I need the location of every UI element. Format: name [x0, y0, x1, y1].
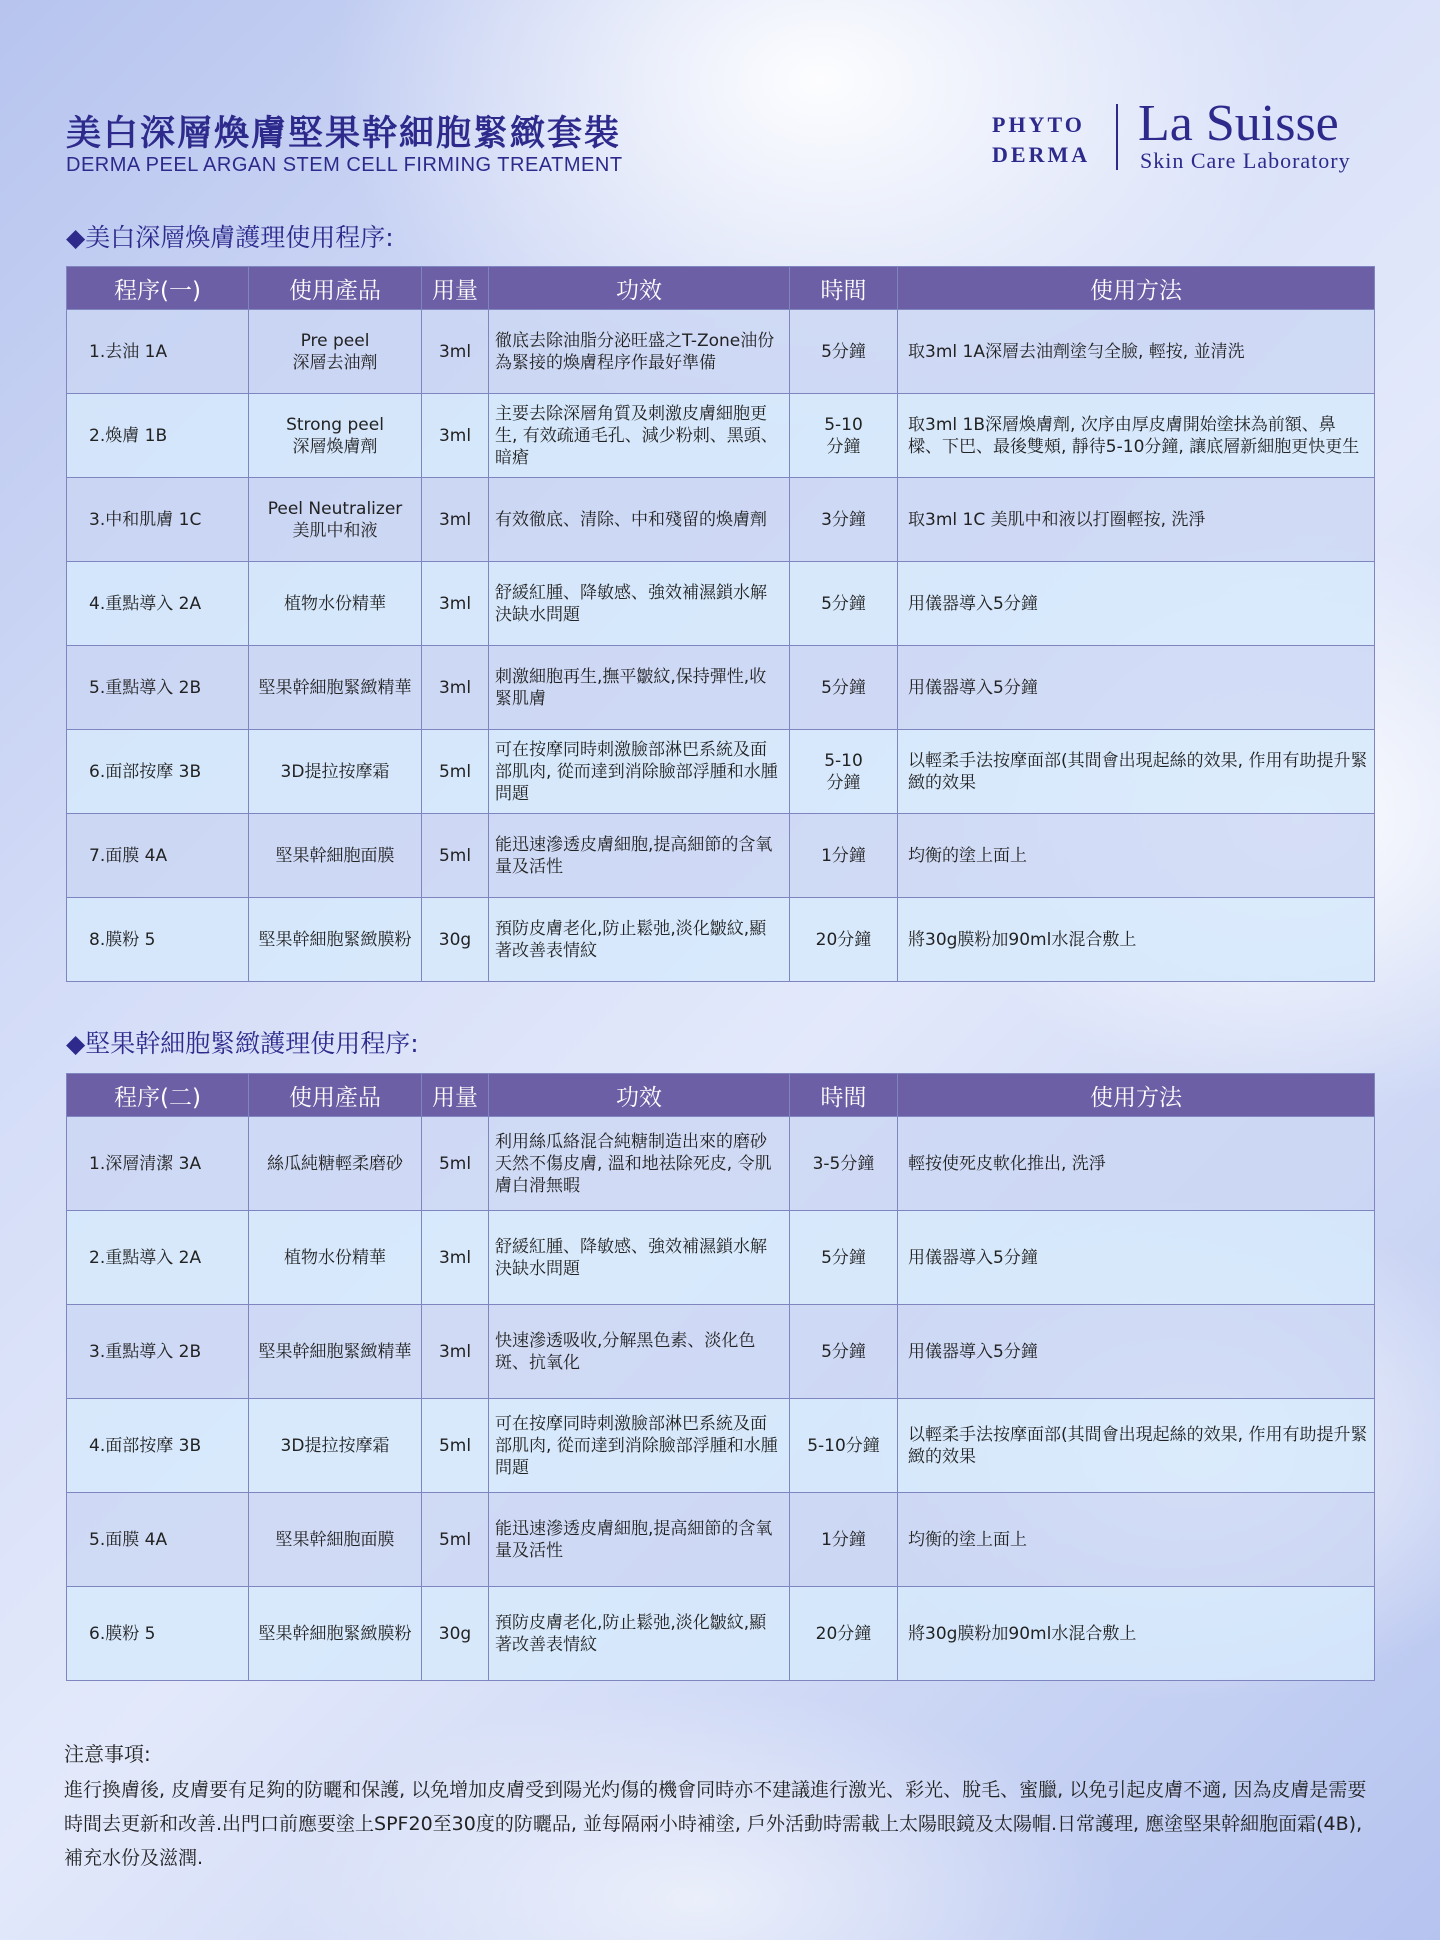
- cell-amount: 5ml: [422, 1399, 489, 1493]
- cell-time: [790, 730, 898, 814]
- cell-effect: 可在按摩同時刺激臉部淋巴系統及面部肌肉, 從而達到消除臉部浮腫和水腫問題: [489, 1399, 790, 1493]
- cell-product: [249, 898, 422, 982]
- cell-time-line: 分鐘: [826, 436, 861, 457]
- table-row: [67, 1399, 1375, 1493]
- cell-step: 1.去油 1A: [67, 310, 249, 394]
- cell-amount: 3ml: [422, 1305, 489, 1399]
- cell-product: [249, 394, 422, 478]
- cell-time-line: 5分鐘: [821, 341, 866, 362]
- cell-amount: 5ml: [422, 1493, 489, 1587]
- table-header-row: [67, 1074, 1375, 1117]
- cell-time: [790, 1493, 898, 1587]
- cell-product-line: 堅果幹細胞緊緻膜粉: [258, 1623, 412, 1644]
- cell-time-line: 5分鐘: [821, 1247, 866, 1268]
- cell-time-line: 3分鐘: [821, 509, 866, 530]
- cell-amount: 3ml: [422, 310, 489, 394]
- logo-brand-name: La Suisse: [1138, 95, 1339, 152]
- table-row: [67, 394, 1375, 478]
- cell-amount: 3ml: [422, 1211, 489, 1305]
- cell-effect: 有效徹底、清除、中和殘留的煥膚劑: [489, 478, 790, 562]
- col-header-amount: 用量: [422, 1074, 489, 1117]
- procedure-table-2: [66, 1073, 1375, 1681]
- cell-product-line: 堅果幹細胞面膜: [275, 845, 395, 866]
- table-row: [67, 1305, 1375, 1399]
- cell-time-line: 5分鐘: [821, 677, 866, 698]
- cell-product: [249, 1117, 422, 1211]
- cell-step: 2.煥膚 1B: [67, 394, 249, 478]
- cell-method: 輕按使死皮軟化推出, 洗淨: [898, 1117, 1375, 1211]
- cell-effect: 能迅速滲透皮膚細胞,提高細節的含氧量及活性: [489, 814, 790, 898]
- cell-product-line: 絲瓜純糖輕柔磨砂: [267, 1153, 403, 1174]
- col-header-step: 程序(一): [67, 267, 249, 310]
- cell-effect: 能迅速滲透皮膚細胞,提高細節的含氧量及活性: [489, 1493, 790, 1587]
- cell-time: [790, 394, 898, 478]
- col-header-amount: 用量: [422, 267, 489, 310]
- cell-method: 以輕柔手法按摩面部(其間會出現起絲的效果, 作用有助提升緊緻的效果: [898, 730, 1375, 814]
- cell-method: 用儀器導入5分鐘: [898, 646, 1375, 730]
- cell-step: 7.面膜 4A: [67, 814, 249, 898]
- cell-amount: 5ml: [422, 814, 489, 898]
- col-header-product: 使用產品: [249, 267, 422, 310]
- cell-time-line: 1分鐘: [821, 845, 866, 866]
- col-header-time: 時間: [790, 267, 898, 310]
- cell-step: 4.重點導入 2A: [67, 562, 249, 646]
- cell-product: [249, 1587, 422, 1681]
- col-header-effect: 功效: [489, 267, 790, 310]
- procedure-table-1: [66, 266, 1375, 982]
- section1-heading: ◆美白深層煥膚護理使用程序:: [66, 223, 394, 252]
- cell-effect: 預防皮膚老化,防止鬆弛,淡化皺紋,顯著改善表情紋: [489, 1587, 790, 1681]
- table-row: [67, 814, 1375, 898]
- col-header-method: 使用方法: [898, 267, 1375, 310]
- notes-section: [64, 1738, 1384, 1875]
- cell-time-line: 5分鐘: [821, 1341, 866, 1362]
- section2-heading: ◆堅果幹細胞緊緻護理使用程序:: [66, 1029, 419, 1058]
- cell-time: [790, 898, 898, 982]
- col-header-time: 時間: [790, 1074, 898, 1117]
- cell-effect: 刺激細胞再生,撫平皺紋,保持彈性,收緊肌膚: [489, 646, 790, 730]
- cell-product: [249, 310, 422, 394]
- cell-product: [249, 646, 422, 730]
- cell-effect: 舒緩紅腫、降敏感、強效補濕鎖水解決缺水問題: [489, 1211, 790, 1305]
- cell-product-line: 深層煥膚劑: [292, 436, 378, 457]
- cell-step: 5.面膜 4A: [67, 1493, 249, 1587]
- cell-amount: 3ml: [422, 562, 489, 646]
- notes-title: 注意事項:: [64, 1742, 151, 1766]
- cell-time: [790, 1399, 898, 1493]
- cell-product-line: Pre peel: [300, 330, 370, 351]
- cell-time-line: 1分鐘: [821, 1529, 866, 1550]
- cell-method: 以輕柔手法按摩面部(其間會出現起絲的效果, 作用有助提升緊緻的效果: [898, 1399, 1375, 1493]
- cell-step: 6.膜粉 5: [67, 1587, 249, 1681]
- cell-product-line: 堅果幹細胞緊緻精華: [258, 677, 412, 698]
- col-header-effect: 功效: [489, 1074, 790, 1117]
- logo-subtitle: Skin Care Laboratory: [1140, 148, 1351, 173]
- table-row: [67, 478, 1375, 562]
- cell-effect: 可在按摩同時刺激臉部淋巴系統及面部肌肉, 從而達到消除臉部浮腫和水腫問題: [489, 730, 790, 814]
- col-header-product: 使用產品: [249, 1074, 422, 1117]
- page-title-cn: 美白深層煥膚堅果幹細胞緊緻套裝: [66, 114, 622, 154]
- cell-product: [249, 814, 422, 898]
- cell-product: [249, 478, 422, 562]
- cell-amount: 30g: [422, 1587, 489, 1681]
- cell-time: [790, 1305, 898, 1399]
- cell-time-line: 5-10分鐘: [807, 1435, 880, 1456]
- col-header-step: 程序(二): [67, 1074, 249, 1117]
- cell-method: 取3ml 1A深層去油劑塗勻全臉, 輕按, 並清洗: [898, 310, 1375, 394]
- cell-effect: 預防皮膚老化,防止鬆弛,淡化皺紋,顯著改善表情紋: [489, 898, 790, 982]
- table-row: [67, 310, 1375, 394]
- cell-amount: 3ml: [422, 478, 489, 562]
- cell-product-line: 3D提拉按摩霜: [280, 761, 390, 782]
- cell-product: [249, 730, 422, 814]
- cell-step: 8.膜粉 5: [67, 898, 249, 982]
- cell-effect: 主要去除深層角質及刺激皮膚細胞更生, 有效疏通毛孔、減少粉刺、黑頭、暗瘡: [489, 394, 790, 478]
- table-row: [67, 1117, 1375, 1211]
- cell-step: 1.深層清潔 3A: [67, 1117, 249, 1211]
- cell-method: 將30g膜粉加90ml水混合敷上: [898, 898, 1375, 982]
- page-title-en: DERMA PEEL ARGAN STEM CELL FIRMING TREATMENT: [66, 154, 623, 176]
- logo-divider: [1116, 104, 1118, 170]
- cell-product-line: 深層去油劑: [292, 352, 378, 373]
- cell-product: [249, 1493, 422, 1587]
- cell-product-line: 美肌中和液: [292, 520, 378, 541]
- cell-product: [249, 1399, 422, 1493]
- cell-time-line: 5-10: [824, 750, 863, 771]
- cell-product-line: 堅果幹細胞緊緻膜粉: [258, 929, 412, 950]
- cell-method: 取3ml 1C 美肌中和液以打圈輕按, 洗淨: [898, 478, 1375, 562]
- cell-product-line: 植物水份精華: [284, 1247, 386, 1268]
- cell-step: 3.重點導入 2B: [67, 1305, 249, 1399]
- cell-method: 用儀器導入5分鐘: [898, 1305, 1375, 1399]
- cell-method: 用儀器導入5分鐘: [898, 1211, 1375, 1305]
- cell-product: [249, 1305, 422, 1399]
- logo-line2: DERMA: [992, 142, 1091, 167]
- cell-time-line: 3-5分鐘: [812, 1153, 875, 1174]
- cell-amount: 3ml: [422, 394, 489, 478]
- table-row: [67, 1493, 1375, 1587]
- cell-product-line: 3D提拉按摩霜: [280, 1435, 390, 1456]
- cell-effect: 舒緩紅腫、降敏感、強效補濕鎖水解決缺水問題: [489, 562, 790, 646]
- cell-time: [790, 814, 898, 898]
- cell-time-line: 5分鐘: [821, 593, 866, 614]
- cell-step: 3.中和肌膚 1C: [67, 478, 249, 562]
- cell-step: 4.面部按摩 3B: [67, 1399, 249, 1493]
- cell-amount: 5ml: [422, 730, 489, 814]
- cell-time: [790, 478, 898, 562]
- cell-time: [790, 1117, 898, 1211]
- cell-method: 均衡的塗上面上: [898, 1493, 1375, 1587]
- table-row: [67, 646, 1375, 730]
- cell-product-line: 堅果幹細胞面膜: [275, 1529, 395, 1550]
- table-row: [67, 730, 1375, 814]
- cell-amount: 3ml: [422, 646, 489, 730]
- cell-step: 2.重點導入 2A: [67, 1211, 249, 1305]
- cell-effect: 利用絲瓜絡混合純糖制造出來的磨砂天然不傷皮膚, 溫和地祛除死皮, 令肌膚白滑無暇: [489, 1117, 790, 1211]
- table-row: [67, 898, 1375, 982]
- cell-method: 用儀器導入5分鐘: [898, 562, 1375, 646]
- cell-time-line: 分鐘: [826, 772, 861, 793]
- logo-phyto-derma: [992, 110, 1090, 170]
- cell-time-line: 20分鐘: [815, 929, 872, 950]
- brand-logo: [992, 95, 1382, 174]
- cell-time: [790, 310, 898, 394]
- table-row: [67, 562, 1375, 646]
- cell-product-line: 植物水份精華: [284, 593, 386, 614]
- col-header-method: 使用方法: [898, 1074, 1375, 1117]
- cell-step: 5.重點導入 2B: [67, 646, 249, 730]
- table-row: [67, 1211, 1375, 1305]
- cell-product: [249, 1211, 422, 1305]
- notes-body: 進行換膚後, 皮膚要有足夠的防曬和保護, 以免增加皮膚受到陽光灼傷的機會同時亦不建議進行激光、彩光、脫毛、蜜臘, 以免引起皮膚不適, 因為皮膚是需要時間去更新和改善.出門口前應要塗上SPF20至30度的防曬品, 並每隔兩小時補塗, 戶外活動時需載上太陽眼鏡及太陽帽.日常護理, 應塗堅果幹細胞面霜(4B), 補充水份及滋潤.: [64, 1779, 1367, 1869]
- cell-time-line: 20分鐘: [815, 1623, 872, 1644]
- cell-step: 6.面部按摩 3B: [67, 730, 249, 814]
- cell-method: 將30g膜粉加90ml水混合敷上: [898, 1587, 1375, 1681]
- table-header-row: [67, 267, 1375, 310]
- logo-line1: PHYTO: [992, 112, 1085, 137]
- cell-effect: 快速滲透吸收,分解黑色素、淡化色斑、抗氧化: [489, 1305, 790, 1399]
- table-row: [67, 1587, 1375, 1681]
- cell-product-line: 堅果幹細胞緊緻精華: [258, 1341, 412, 1362]
- cell-amount: 30g: [422, 898, 489, 982]
- cell-product-line: Peel Neutralizer: [267, 498, 403, 519]
- cell-method: 取3ml 1B深層煥膚劑, 次序由厚皮膚開始塗抹為前額、鼻樑、下巴、最後雙頰, 靜待5-10分鐘, 讓底層新細胞更快更生: [898, 394, 1375, 478]
- cell-time: [790, 646, 898, 730]
- cell-effect: 徹底去除油脂分泌旺盛之T-Zone油份為緊接的煥膚程序作最好準備: [489, 310, 790, 394]
- cell-product: [249, 562, 422, 646]
- cell-time: [790, 1587, 898, 1681]
- cell-method: 均衡的塗上面上: [898, 814, 1375, 898]
- cell-time: [790, 1211, 898, 1305]
- cell-product-line: Strong peel: [286, 414, 384, 435]
- cell-time-line: 5-10: [824, 414, 863, 435]
- cell-amount: 5ml: [422, 1117, 489, 1211]
- cell-time: [790, 562, 898, 646]
